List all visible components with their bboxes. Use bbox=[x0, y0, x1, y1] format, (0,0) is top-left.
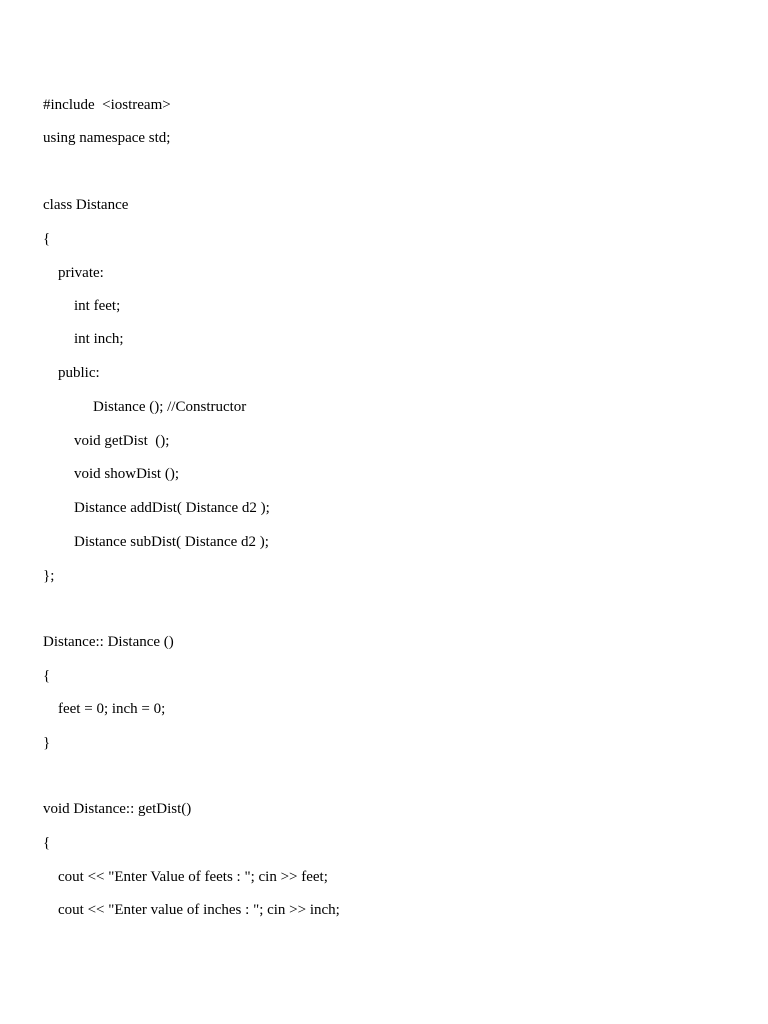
code-line-open-brace: { bbox=[43, 835, 51, 851]
code-line-getdist-def: void Distance:: getDist() bbox=[43, 801, 192, 817]
code-line-open-brace: { bbox=[43, 668, 51, 684]
code-line-cout-inch: cout << "Enter value of inches : "; cin >> inch; bbox=[58, 902, 340, 918]
code-line-init: feet = 0; inch = 0; bbox=[58, 701, 166, 717]
code-line-adddist-decl: Distance addDist( Distance d2 ); bbox=[74, 500, 270, 516]
code-line-subdist-decl: Distance subDist( Distance d2 ); bbox=[74, 534, 269, 550]
code-line-class-decl: class Distance bbox=[43, 197, 129, 213]
code-line-constructor-decl: Distance (); //Constructor bbox=[93, 399, 247, 415]
code-line-showdist-decl: void showDist (); bbox=[74, 466, 179, 482]
code-line-cout-feet: cout << "Enter Value of feets : "; cin >> feet; bbox=[58, 869, 328, 885]
code-line-getdist-decl: void getDist (); bbox=[74, 433, 170, 449]
code-line-private: private: bbox=[58, 265, 104, 281]
code-line-class-end: }; bbox=[43, 568, 55, 584]
code-line-close-brace: } bbox=[43, 735, 51, 751]
code-line-public: public: bbox=[58, 365, 100, 381]
code-line-using: using namespace std; bbox=[43, 130, 171, 146]
code-line-constructor-def: Distance:: Distance () bbox=[43, 634, 174, 650]
code-line-include: #include <iostream> bbox=[43, 97, 171, 113]
code-line-open-brace: { bbox=[43, 231, 51, 247]
code-line-feet: int feet; bbox=[74, 298, 121, 314]
code-line-inch: int inch; bbox=[74, 331, 124, 347]
